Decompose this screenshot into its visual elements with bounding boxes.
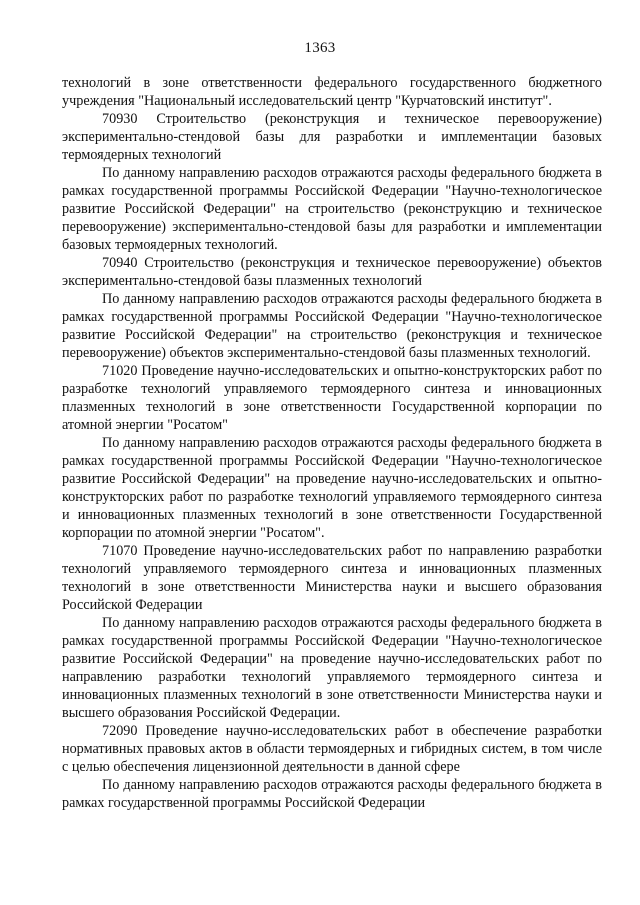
paragraph-body-70930: По данному направлению расходов отражаются расходы федерального бюджета в рамках государственной программы Российской Федерации "Научно-технологическое развитие Российской Федерации" на строительство (реконструкцию и техническое перевооружение) экспериментально-стендовой базы для разработки и имплементации базовых термоядерных технологий. <box>62 165 602 253</box>
document-body <box>62 74 602 812</box>
page-number: 1363 <box>304 40 336 56</box>
paragraph-heading-70930: 70930 Строительство (реконструкция и техническое перевооружение) экспериментально-стендовой базы для разработки и имплементации базовых термоядерных технологий <box>62 111 602 163</box>
paragraph-heading-71020: 71020 Проведение научно-исследовательских и опытно-конструкторских работ по разработке технологий управляемого термоядерного синтеза и инновационных плазменных технологий в зоне ответственности Государственной корпорации по атомной энергии "Росатом" <box>62 363 602 433</box>
paragraph-body-72090: По данному направлению расходов отражаются расходы федерального бюджета в рамках государственной программы Российской Федерации <box>62 777 602 811</box>
paragraph-body-71070: По данному направлению расходов отражаются расходы федерального бюджета в рамках государственной программы Российской Федерации "Научно-технологическое развитие Российской Федерации" на проведение научно-исследовательских работ по направлению разработки технологий управляемого термоядерного синтеза и инновационных плазменных технологий в зоне ответственности Министерства науки и высшего образования Российской Федерации. <box>62 615 602 721</box>
paragraph-body-70940: По данному направлению расходов отражаются расходы федерального бюджета в рамках государственной программы Российской Федерации "Научно-технологическое развитие Российской Федерации" на строительство (реконструкция и техническое перевооружение) объектов экспериментально-стендовой базы плазменных технологий. <box>62 291 602 361</box>
paragraph-heading-71070: 71070 Проведение научно-исследовательских работ по направлению разработки технологий управляемого термоядерного синтеза и инновационных плазменных технологий в зоне ответственности Министерства науки и высшего образования Российской Федерации <box>62 543 602 613</box>
paragraph-continuation: технологий в зоне ответственности федерального государственного бюджетного учреждения "Национальный исследовательский центр "Курчатовский институт". <box>62 75 602 109</box>
paragraph-body-71020: По данному направлению расходов отражаются расходы федерального бюджета в рамках государственной программы Российской Федерации "Научно-технологическое развитие Российской Федерации" на проведение научно-исследовательских и опытно-конструкторских работ по разработке технологий управляемого термоядерного синтеза и инновационных плазменных технологий в зоне ответственности Государственной корпорации по атомной энергии "Росатом". <box>62 435 602 541</box>
paragraph-heading-70940: 70940 Строительство (реконструкция и техническое перевооружение) объектов экспериментально-стендовой базы плазменных технологий <box>62 255 602 289</box>
paragraph-heading-72090: 72090 Проведение научно-исследовательских работ в обеспечение разработки нормативных правовых актов в области термоядерных и гибридных систем, в том числе с целью обеспечения лицензионной деятельности в данной сфере <box>62 723 602 775</box>
